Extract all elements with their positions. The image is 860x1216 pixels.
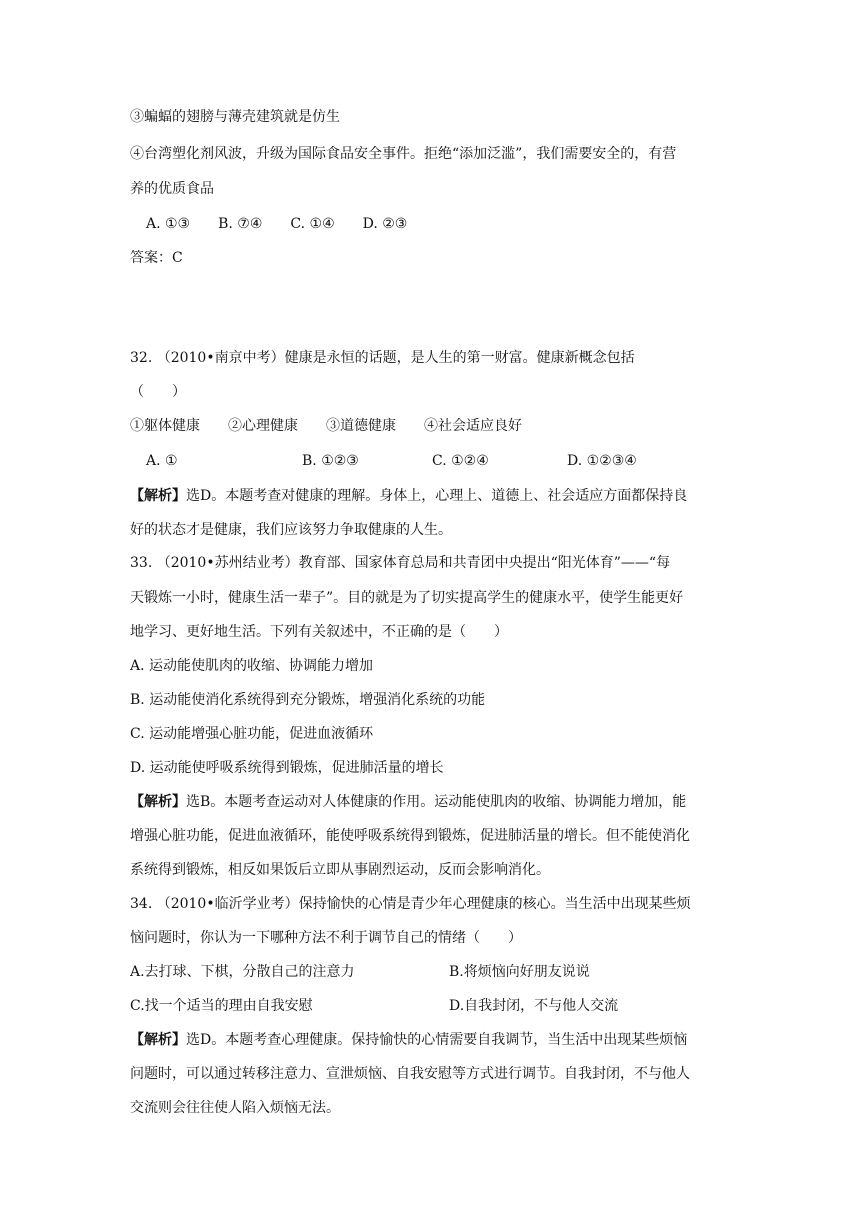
q34-stem-2: 恼问题时，你认为一下哪种方法不利于调节自己的情绪（ ） — [130, 930, 522, 946]
q33-stem-3: 地学习、更好地生活。下列有关叙述中，不正确的是（ ） — [130, 624, 508, 640]
q32-stem: 32. （2010•南京中考）健康是永恒的话题，是人生的第一财富。健康新概念包括 — [130, 350, 635, 366]
q34-option-c: C.找一个适当的理由自我安慰 — [130, 998, 313, 1014]
prev-options: A. ①③ B. ⑦④ C. ①④ D. ②③ — [146, 216, 408, 232]
q34-analysis-cont-2: 交流则会往往使人陷入烦恼无法。 — [130, 1100, 340, 1116]
q33-option-c: C. 运动能增强心脏功能，促进血液循环 — [130, 726, 374, 742]
prev-answer: 答案：C — [130, 250, 183, 266]
q33-analysis-cont: 增强心脏功能，促进血液循环，能使呼吸系统得到锻炼，促进肺活量的增长。但不能使消化 — [130, 828, 690, 844]
q32-analysis — [130, 486, 687, 506]
q34-stem: 34. （2010•临沂学业考）保持愉快的心情是青少年心理健康的核心。当生活中出现某些烦 — [130, 896, 691, 912]
q33-analysis — [130, 792, 686, 812]
q32-option-b: B. ①②③ — [302, 453, 359, 469]
q32-analysis-cont: 好的状态才是健康，我们应该努力争取健康的人生。 — [130, 522, 452, 538]
q32-option-c: C. ①②④ — [432, 453, 489, 469]
analysis-label: 【解析】 — [130, 794, 186, 810]
q33-option-b: B. 运动能使消化系统得到充分锻炼，增强消化系统的功能 — [130, 692, 486, 708]
q32-items: ①躯体健康 ②心理健康 ③道德健康 ④社会适应良好 — [130, 418, 522, 434]
q32-option-a: A. ① — [146, 453, 178, 469]
q33-stem: 33. （2010•苏州结业考）教育部、国家体育总局和共青团中央提出“阳光体育”——“每 — [130, 555, 671, 571]
q34-option-d: D.自我封闭，不与他人交流 — [449, 998, 619, 1014]
analysis-label: 【解析】 — [130, 488, 186, 504]
prev-statement-4: ④台湾塑化剂风波，升级为国际食品安全事件。拒绝“添加泛滥”，我们需要安全的，有营 — [130, 146, 677, 162]
analysis-text: 选D。本题考查心理健康。保持愉快的心情需要自我调节，当生活中出现某些烦恼 — [186, 1032, 688, 1048]
q33-option-d: D. 运动能使呼吸系统得到锻炼，促进肺活量的增长 — [130, 760, 444, 776]
prev-statement-4-cont: 养的优质食品 — [130, 181, 214, 197]
q34-option-a: A.去打球、下棋，分散自己的注意力 — [130, 964, 355, 980]
q34-analysis — [130, 1030, 687, 1050]
q33-analysis-cont-2: 系统得到锻炼，相反如果饭后立即从事剧烈运动，反而会影响消化。 — [130, 862, 550, 878]
q33-option-a: A. 运动能使肌肉的收缩、协调能力增加 — [130, 658, 374, 674]
analysis-text: 选D。本题考查对健康的理解。身体上，心理上、道德上、社会适应方面都保持良 — [186, 488, 688, 504]
analysis-label: 【解析】 — [130, 1032, 186, 1048]
q33-stem-2: 天锻炼一小时，健康生活一辈子”。目的就是为了切实提高学生的健康水平，使学生能更好 — [130, 590, 684, 606]
q34-option-b: B.将烦恼向好朋友说说 — [449, 964, 590, 980]
q34-analysis-cont: 问题时，可以通过转移注意力、宣泄烦恼、自我安慰等方式进行调节。自我封闭，不与他人 — [130, 1066, 690, 1082]
q32-blank: （ ） — [130, 384, 186, 400]
prev-statement-3: ③蝙蝠的翅膀与薄壳建筑就是仿生 — [130, 109, 340, 125]
q32-option-d: D. ①②③④ — [567, 453, 637, 469]
analysis-text: 选B。本题考查运动对人体健康的作用。运动能使肌肉的收缩、协调能力增加，能 — [186, 794, 687, 810]
